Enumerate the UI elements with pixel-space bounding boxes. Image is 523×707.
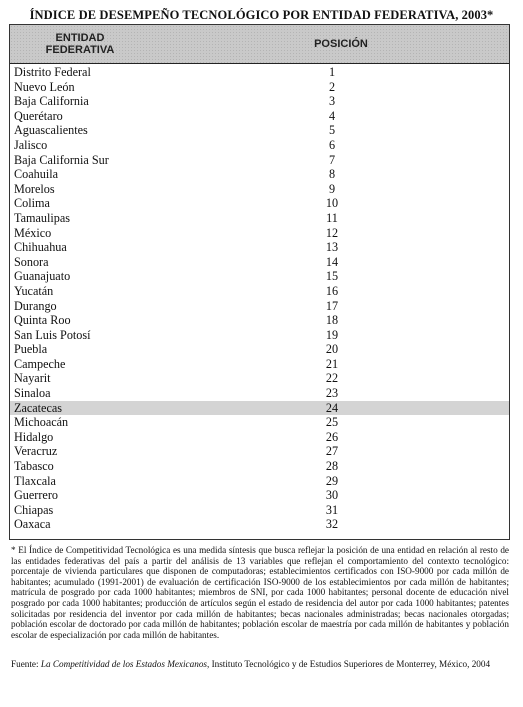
table-row [10,138,509,153]
table-title: ÍNDICE DE DESEMPEÑO TECNOLÓGICO POR ENTIDAD FEDERATIVA, 2003* [29,8,494,22]
state-position: 15 [325,269,339,284]
state-position: 18 [325,313,339,328]
state-name: Morelos [14,181,55,196]
state-position: 29 [325,473,339,488]
table-row [10,357,509,372]
header-entidad-line2: FEDERATIVA [45,44,115,56]
table-row [10,153,509,168]
table-body [10,65,509,532]
state-position: 24 [325,400,339,415]
state-position: 8 [328,167,336,182]
state-position: 13 [325,240,339,255]
table-row [10,240,509,255]
state-position: 6 [328,137,336,152]
ranking-table [9,24,510,540]
table-row [10,182,509,197]
table-row [10,167,509,182]
state-position: 14 [325,254,339,269]
table-row [10,196,509,211]
table-row [10,313,509,328]
table-row [10,80,509,95]
state-position: 1 [328,65,336,79]
table-row [10,123,509,138]
state-position: 5 [328,123,336,138]
table-row [10,269,509,284]
state-name: Jalisco [14,137,48,152]
table-row [10,65,509,80]
source-title: La Competitividad de los Estados Mexicanos [40,659,207,669]
state-position: 17 [325,298,339,313]
state-name: Tabasco [14,459,54,474]
table-row [10,299,509,314]
state-name: Quinta Roo [14,313,71,328]
state-name: Michoacán [14,415,69,430]
table-row [10,444,509,459]
state-position: 25 [325,415,339,430]
table-row [10,328,509,343]
table-row [10,517,509,532]
state-name: Guanajuato [14,269,71,284]
state-position: 16 [325,283,339,298]
state-name: Campeche [14,356,66,371]
state-name: Puebla [14,342,48,357]
table-row [10,488,509,503]
state-position: 3 [328,94,336,109]
header-posicion: POSICIÓN [314,38,368,50]
source-rest: , Instituto Tecnológico y de Estudios Superiores de Monterrey, México, 2004 [206,659,491,669]
state-position: 27 [325,444,339,459]
state-name: Colima [14,196,50,211]
state-position: 30 [325,488,339,503]
state-name: Veracruz [14,444,58,459]
header-entidad [20,32,140,56]
state-name: Hidalgo [14,429,54,444]
header-entidad-line1: ENTIDAD [55,32,105,44]
state-position: 22 [325,371,339,386]
table-header [10,25,509,64]
state-name: Baja California Sur [14,152,109,167]
state-name: Oaxaca [14,517,51,532]
state-position: 21 [325,356,339,371]
state-name: Querétaro [14,108,63,123]
table-row [10,459,509,474]
table-row [10,386,509,401]
state-name: Yucatán [14,283,54,298]
state-position: 28 [325,459,339,474]
table-row [10,401,509,416]
state-name: San Luis Potosí [14,327,91,342]
state-name: Chihuahua [14,240,67,255]
state-position: 9 [328,181,336,196]
source-note [11,659,509,670]
state-name: Durango [14,298,57,313]
state-name: Guerrero [14,488,58,503]
table-row [10,371,509,386]
state-name: Nayarit [14,371,51,386]
table-row [10,503,509,518]
state-position: 32 [325,517,339,532]
state-position: 31 [325,502,339,517]
state-name: Nuevo León [14,79,75,94]
table-row [10,474,509,489]
state-position: 19 [325,327,339,342]
state-name: Tamaulipas [14,210,71,225]
state-name: Sinaloa [14,386,51,401]
table-row [10,415,509,430]
state-name: Sonora [14,254,49,269]
table-row [10,226,509,241]
table-row [10,211,509,226]
state-position: 20 [325,342,339,357]
table-row [10,94,509,109]
state-position: 4 [328,108,336,123]
table-row [10,430,509,445]
state-position: 26 [325,429,339,444]
state-name: Baja California [14,94,89,109]
state-position: 10 [325,196,339,211]
state-position: 2 [328,79,336,94]
state-position: 12 [325,225,339,240]
state-name: Aguascalientes [14,123,88,138]
table-row [10,284,509,299]
footnote: * El Índice de Competitividad Tecnológica es una medida síntesis que busca reflejar la posición de una entidad en relación al resto de las entidades federativas del país a partir del análisis de 13 variables que reflejan el comportamiento del contexto tecnológico: porcentaje de vivienda particulares que disponen de computadoras; establecimientos certificados con ISO-9000 por cada millón de habitantes; acumulado (1991-2001) de evaluación de certificación ISO-9000 de los establecimientos por cada millón de habitantes; matrícula de posgrado por cada 1000 habitantes; miembros de SNI, por cada 1000 habitantes; personal docente de educación nivel posgrado por cada 1000 habitantes; producción de artículos según el estado de residencia del autor por cada 1000 habitantes; patentes solicitadas por residencia del inventor por cada millón de habitantes; becas nacionales administradas; becas nacionales otorgadas; población escolar de doctorado por cada millón de habitantes; población escolar de maestría por cada millón de habitantes y población escolar de especialización por cada millón de habitantes. [11,545,509,640]
table-row [10,255,509,270]
state-name: Zacatecas [14,400,63,415]
state-position: 23 [325,386,339,401]
table-row [10,342,509,357]
source-prefix: Fuente: [11,659,41,669]
state-name: Coahuila [14,167,59,182]
state-name: Chiapas [14,502,54,517]
state-name: México [14,225,52,240]
state-position: 7 [328,152,336,167]
table-row [10,109,509,124]
state-name: Tlaxcala [14,473,56,488]
state-name: Distrito Federal [14,65,91,79]
state-position: 11 [326,210,338,225]
